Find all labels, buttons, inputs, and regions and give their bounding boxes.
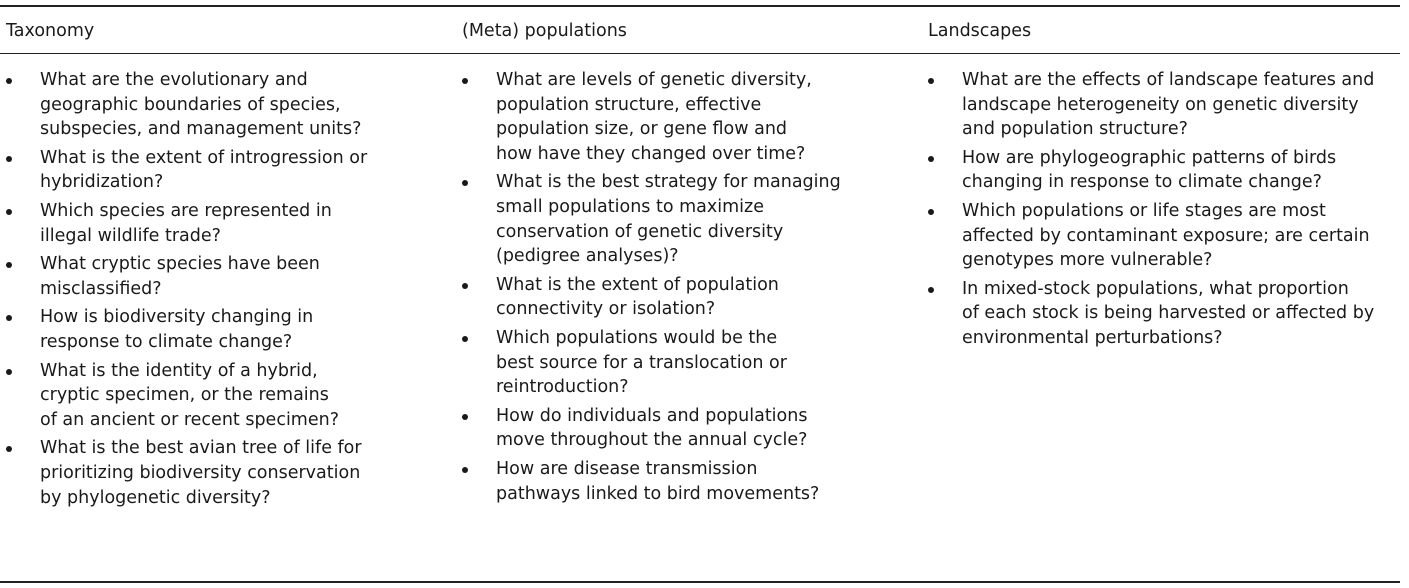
list-item (462, 457, 892, 506)
question-text-line: by phylogenetic diversity? (40, 487, 271, 508)
question-text-line: geographic boundaries of species, (40, 94, 341, 115)
question-text-line: and population structure? (962, 119, 1188, 140)
list-item (6, 146, 406, 195)
question-text-line: Which populations would be the (496, 327, 778, 348)
question-text-line: hybridization? (40, 172, 164, 193)
list-item (6, 252, 406, 301)
list-item (928, 68, 1398, 142)
list-item (462, 68, 892, 166)
question-text-line: landscape heterogeneity on genetic diversity (962, 94, 1359, 115)
bullet-icon (462, 414, 468, 420)
bullet-icon (928, 156, 934, 162)
question-text-line: How do individuals and populations (496, 405, 808, 426)
list-item (6, 305, 406, 354)
question-text-line: Which species are represented in (40, 200, 332, 221)
question-text-line: In mixed-stock populations, what proportion (962, 278, 1349, 299)
bullet-icon (6, 369, 12, 375)
bullet-icon (6, 78, 12, 84)
bullet-icon (6, 262, 12, 268)
column-header: (Meta) populations (462, 21, 627, 41)
bullet-icon (462, 283, 468, 289)
question-text-line: how have they changed over time? (496, 143, 806, 164)
list-item (6, 68, 406, 142)
table-header-rule (0, 53, 1400, 54)
list-item (6, 436, 406, 510)
question-text-line: affected by contaminant exposure; are certain (962, 225, 1370, 246)
question-text-line: What are levels of genetic diversity, (496, 70, 812, 90)
question-text-line: population size, or gene flow and (496, 119, 788, 140)
question-text-line: How are disease transmission (496, 458, 758, 479)
list-item (462, 404, 892, 453)
question-text-line: misclassified? (40, 278, 162, 299)
question-text-line: changing in response to climate change? (962, 172, 1322, 193)
bullet-icon (6, 315, 12, 321)
question-text-line: genotypes more vulnerable? (962, 250, 1213, 271)
question-text-line: environmental perturbations? (962, 327, 1223, 348)
list-item (462, 170, 892, 268)
column-header: Taxonomy (6, 21, 95, 41)
bullet-icon (6, 156, 12, 162)
table-bottom-rule (0, 581, 1400, 583)
question-list (928, 68, 1398, 355)
list-item (928, 146, 1398, 195)
question-text-line: population structure, effective (496, 94, 762, 115)
bullet-icon (462, 336, 468, 342)
question-text-line: What is the extent of population (496, 274, 779, 295)
bullet-icon (928, 209, 934, 215)
question-text-line: subspecies, and management units? (40, 119, 362, 140)
question-text-line: cryptic specimen, or the remains (40, 385, 329, 406)
list-item (6, 199, 406, 248)
bullet-icon (6, 209, 12, 215)
list-item (462, 273, 892, 322)
question-text-line: What cryptic species have been (40, 254, 320, 275)
list-item (928, 277, 1398, 351)
question-text-line: connectivity or isolation? (496, 299, 716, 320)
question-text-line: prioritizing biodiversity conservation (40, 462, 361, 483)
question-list (462, 68, 892, 510)
bullet-icon (928, 78, 934, 84)
question-text-line: small populations to maximize (496, 196, 764, 217)
bullet-icon (6, 446, 12, 452)
bullet-icon (462, 180, 468, 186)
question-text-line: What is the extent of introgression or (40, 147, 368, 168)
question-text-line: of an ancient or recent specimen? (40, 409, 340, 430)
question-text-line: pathways linked to bird movements? (496, 483, 820, 504)
question-text-line: Which populations or life stages are most (962, 200, 1326, 221)
question-text-line: illegal wildlife trade? (40, 225, 221, 246)
question-list (6, 68, 406, 514)
bullet-icon (462, 467, 468, 473)
question-text-line: reintroduction? (496, 377, 629, 398)
list-item (462, 326, 892, 400)
table-top-rule (0, 5, 1400, 7)
bullet-icon (928, 287, 934, 293)
list-item (928, 199, 1398, 273)
column-header: Landscapes (928, 21, 1032, 41)
question-text-line: What are the effects of landscape features and (962, 70, 1375, 90)
question-text-line: How are phylogeographic patterns of birds (962, 147, 1337, 168)
question-text-line: (pedigree analyses)? (496, 246, 679, 267)
question-text-line: of each stock is being harvested or affected by (962, 303, 1375, 324)
question-text-line: What is the identity of a hybrid, (40, 360, 318, 381)
question-text-line: best source for a translocation or (496, 352, 787, 373)
question-text-line: What is the best strategy for managing (496, 172, 841, 193)
bullet-icon (462, 78, 468, 84)
list-item (6, 359, 406, 433)
question-text-line: move throughout the annual cycle? (496, 430, 808, 451)
question-text-line: How is biodiversity changing in (40, 307, 314, 328)
question-text-line: conservation of genetic diversity (496, 221, 784, 242)
question-text-line: What is the best avian tree of life for (40, 438, 362, 459)
question-text-line: What are the evolutionary and (40, 70, 308, 90)
question-text-line: response to climate change? (40, 331, 293, 352)
